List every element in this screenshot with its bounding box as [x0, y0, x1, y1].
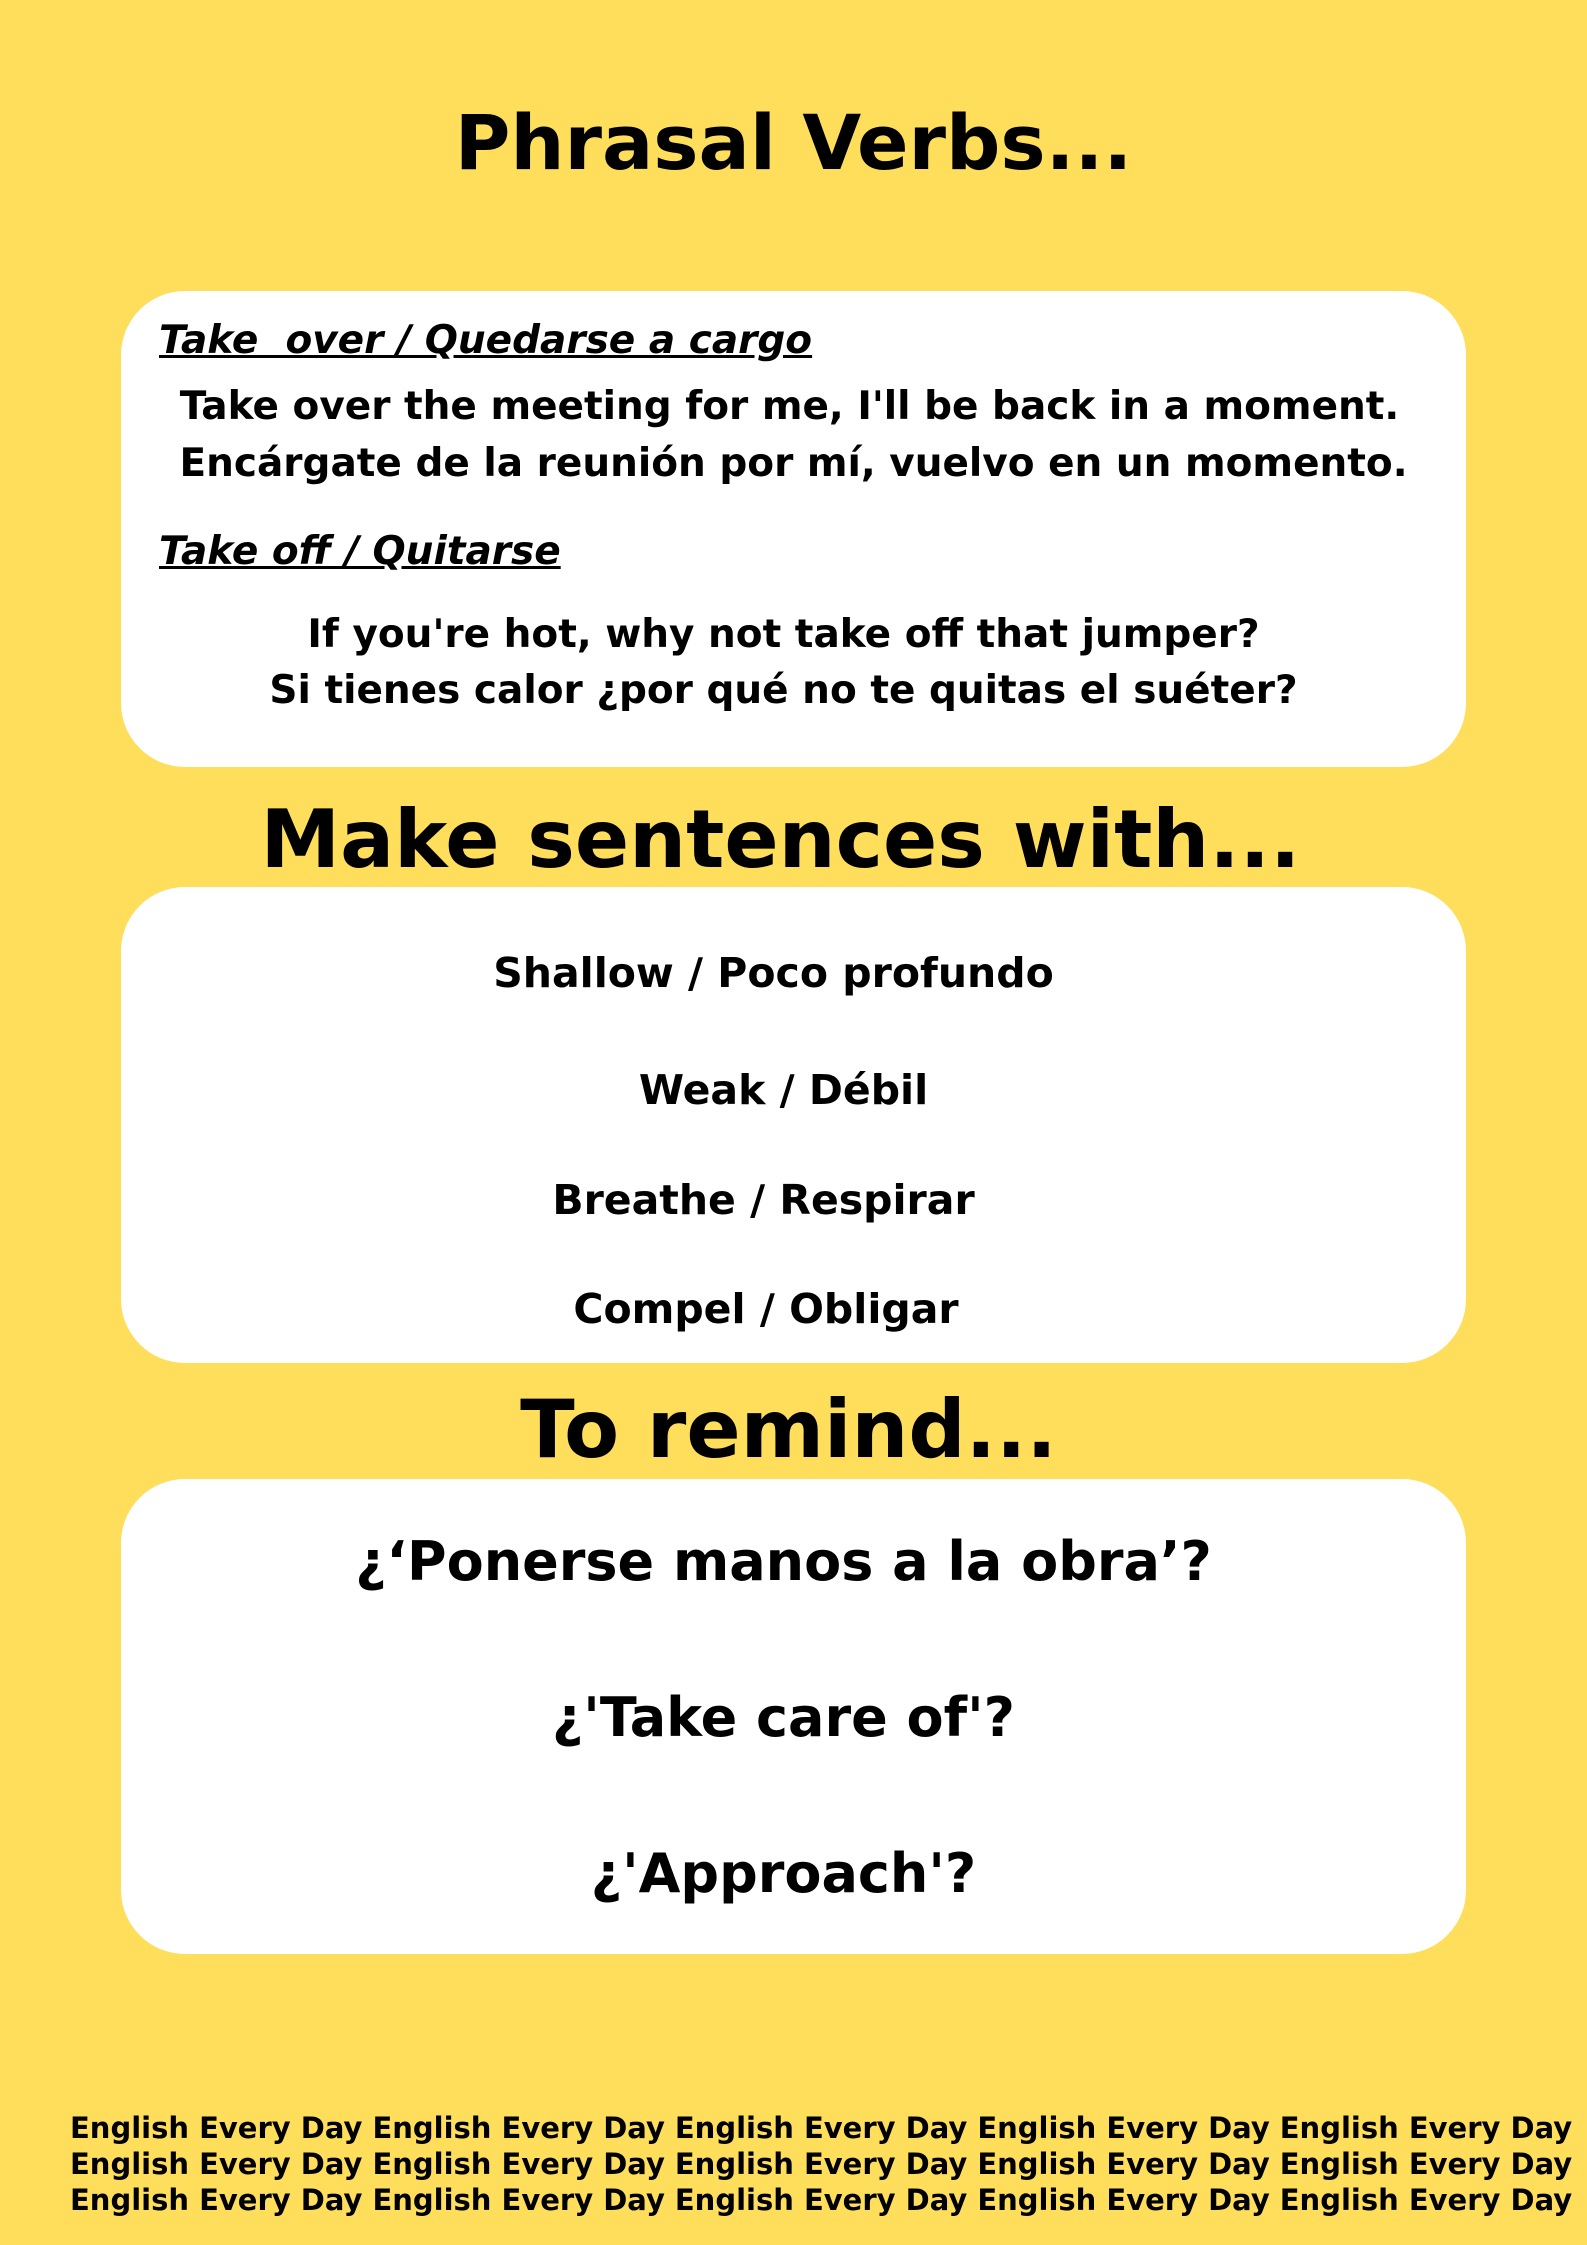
- footer-text: English Every Day: [70, 2111, 363, 2145]
- sentences-card: [121, 887, 1466, 1363]
- footer-text: English Every Day: [674, 2183, 968, 2217]
- footer-text: English Every Day: [674, 2147, 968, 2181]
- footer-text: English Every Day: [1279, 2111, 1573, 2145]
- remind-item: ¿‘Ponerse manos a la obra’?: [355, 1530, 1212, 1593]
- verb-heading-take-off: Take off / Quitarse: [159, 529, 561, 574]
- footer-text: English Every Day: [372, 2147, 665, 2181]
- footer-text: English Every Day: [674, 2111, 968, 2145]
- phrasal-verbs-card: [121, 291, 1466, 767]
- remind-item: ¿'Take care of'?: [551, 1686, 1015, 1749]
- footer-text: English Every Day: [977, 2183, 1270, 2217]
- footer-watermark: [70, 2110, 1573, 2218]
- footer-text: English Every Day: [977, 2147, 1270, 2181]
- footer-row: [70, 2110, 1573, 2146]
- footer-text: English Every Day: [1279, 2183, 1573, 2217]
- verb-example-es: Si tienes calor ¿por qué no te quitas el suéter?: [269, 668, 1298, 713]
- word-item: Breathe / Respirar: [552, 1176, 975, 1224]
- footer-text: English Every Day: [70, 2147, 363, 2181]
- section-heading-to-remind: To remind...: [520, 1383, 1057, 1476]
- footer-row: [70, 2146, 1573, 2182]
- remind-item: ¿'Approach'?: [590, 1842, 977, 1905]
- remind-card: [121, 1479, 1466, 1954]
- footer-text: English Every Day: [372, 2111, 665, 2145]
- page-title: Phrasal Verbs...: [454, 98, 1133, 187]
- footer-text: English Every Day: [977, 2111, 1270, 2145]
- word-item: Shallow / Poco profundo: [493, 949, 1054, 997]
- footer-text: English Every Day: [1279, 2147, 1573, 2181]
- footer-text: English Every Day: [70, 2183, 363, 2217]
- verb-heading-take-over: Take over / Quedarse a cargo: [159, 318, 813, 363]
- footer-text: English Every Day: [372, 2183, 665, 2217]
- verb-example-en: Take over the meeting for me, I'll be back in a moment.: [179, 384, 1400, 429]
- footer-row: [70, 2182, 1573, 2218]
- verb-example-en: If you're hot, why not take off that jumper?: [307, 612, 1260, 657]
- verb-example-es: Encárgate de la reunión por mí, vuelvo en un momento.: [179, 441, 1408, 486]
- section-heading-make-sentences: Make sentences with...: [260, 793, 1301, 886]
- word-item: Weak / Débil: [638, 1066, 929, 1114]
- word-item: Compel / Obligar: [573, 1285, 959, 1333]
